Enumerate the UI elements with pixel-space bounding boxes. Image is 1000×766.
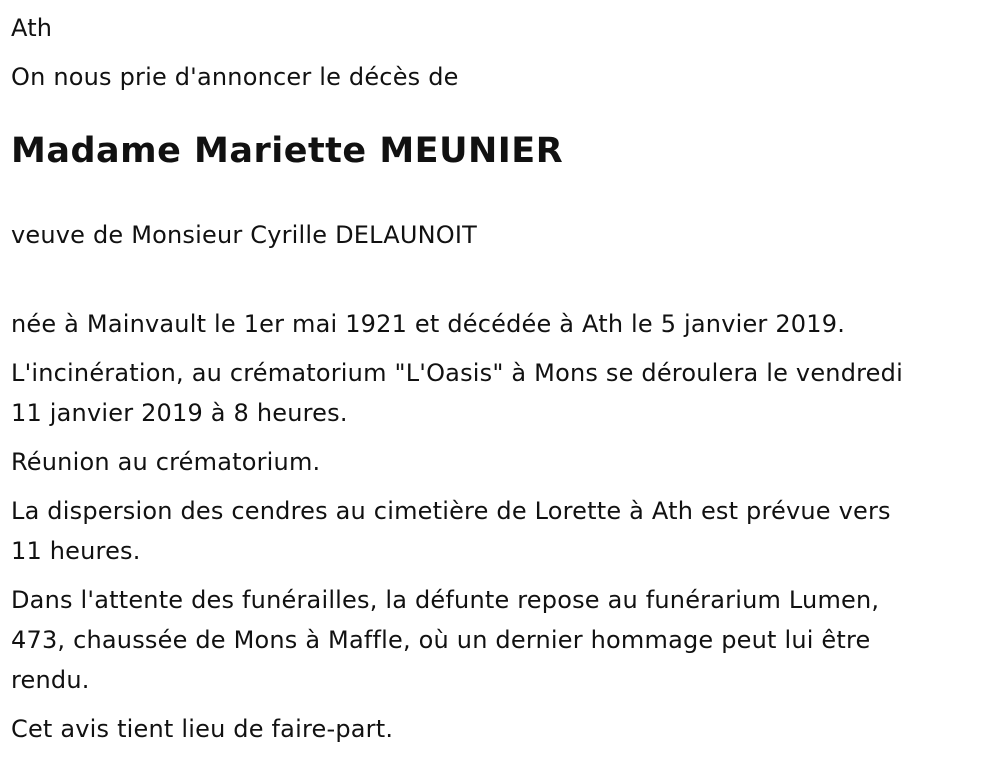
spouse-line: veuve de Monsieur Cyrille DELAUNOIT: [11, 221, 478, 249]
cremation-line: 11 janvier 2019 à 8 heures.: [11, 399, 348, 427]
dispersal-paragraph: [11, 491, 1000, 571]
birth-death-paragraph: née à Mainvault le 1er mai 1921 et décédée à Ath le 5 janvier 2019.: [11, 310, 846, 338]
viewing-line: rendu.: [11, 666, 90, 694]
deceased-name: Madame Mariette MEUNIER: [11, 131, 564, 171]
cremation-line: L'incinération, au crématorium "L'Oasis" à Mons se déroulera le vendredi: [11, 359, 903, 387]
viewing-line: 473, chaussée de Mons à Maffle, où un dernier hommage peut lui être: [11, 626, 871, 654]
closing-paragraph: Cet avis tient lieu de faire-part.: [11, 715, 394, 743]
notice-location: Ath: [11, 14, 53, 42]
gathering-paragraph: Réunion au crématorium.: [11, 448, 321, 476]
dispersal-line: 11 heures.: [11, 537, 141, 565]
notice-intro: On nous prie d'annoncer le décès de: [11, 63, 459, 91]
viewing-line: Dans l'attente des funérailles, la défunte repose au funérarium Lumen,: [11, 586, 880, 614]
dispersal-line: La dispersion des cendres au cimetière de Lorette à Ath est prévue vers: [11, 497, 891, 525]
cremation-paragraph: [11, 353, 1000, 433]
viewing-paragraph: [11, 580, 1000, 700]
